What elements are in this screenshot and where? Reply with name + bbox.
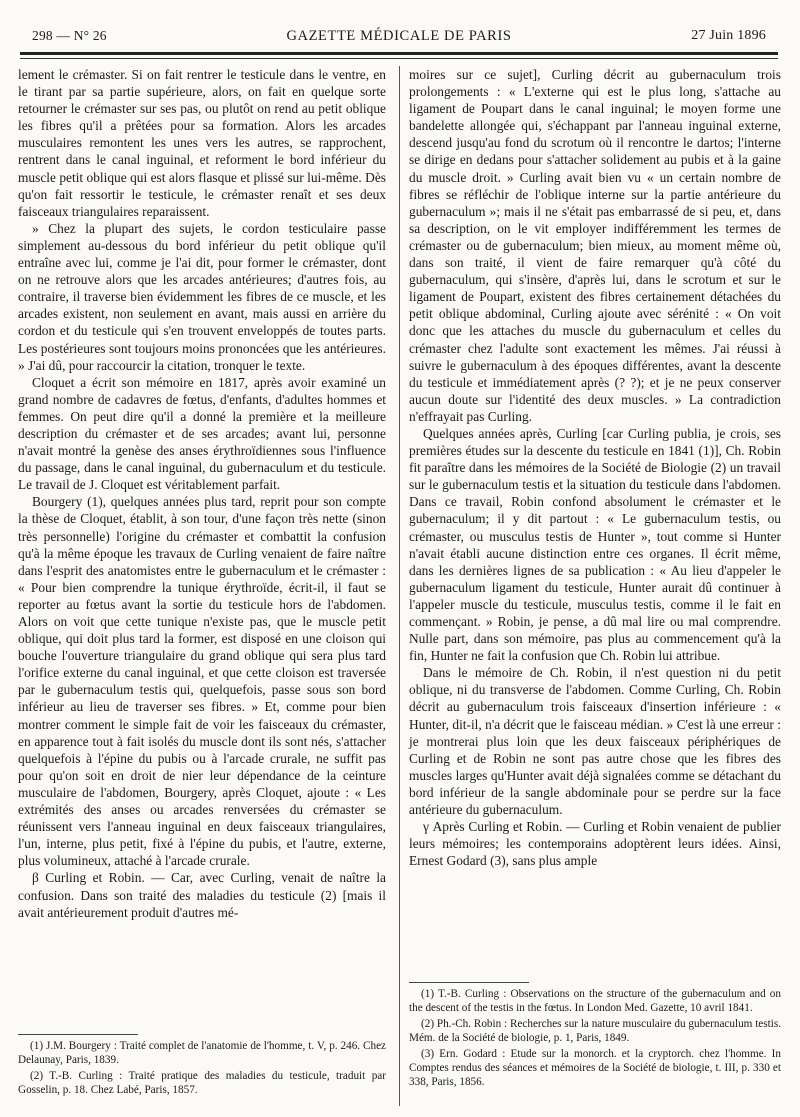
right-paragraph: Dans le mémoire de Ch. Robin, il n'est question ni du petit oblique, ni du transverse de l'abdomen. Comme Curling, Ch. Robin décrit au gubernaculum trois faisceaux d'insertion inférieure : « Hunter, dit-il, n'a décrit que le faisceau médian. » C'est là une erreur : je montrerai plus loin que les deux faisceaux périphériques de Curling et de Robin ne sont pas autre chose que les fibres des muscles larges qu'Hunter avait déjà signalées comme se détachant du bord inférieur de la sangle abdominale pour se perdre sur la face antérieure du gubernaculum.: [409, 665, 781, 818]
footnote: (2) Ph.-Ch. Robin : Recherches sur la nature musculaire du gubernaculum testis. Mém. de la Société de biologie, p. 1, Paris, 1849.: [409, 1018, 781, 1044]
footnote: (2) T.-B. Curling : Traité pratique des maladies du testicule, traduit par Gosselin, p. 18. Chez Labé, Paris, 1857.: [18, 1070, 386, 1096]
right-paragraph: moires sur ce sujet], Curling décrit au gubernaculum trois prolongements : « L'externe qui est le plus long, s'attache au ligament de Poupart dans le canal inguinal; le moyen forme une bandelette allongée qui, s'échappant par l'anneau inguinal externe, descend jusqu'au fond du scrotum où il rencontre le dartos; l'interne se dirige en dedans pour s'attacher solidement au pubis et à la gaine du muscle droit. » Curling avait bien vu « un certain nombre de fibres se réfléchir de l'oblique interne sur la partie antérieure du gubernaculum »; mais il ne s'était pas embarrassé de si peu, et, dans sa description, on le vit employer indifféremment les termes de crémaster ou de gubernaculum; bien mieux, au moment même où, dans son traité, il vient de faire remarquer qu'à côté du gubernaculum, qui s'insère, d'après lui, dans le scrotum et sur le ligament de Poupart, existent des fibres certainement détachées du petit oblique abdominal, Curling ajoute avec sérénité : « On voit donc que les attaches du muscle du gubernaculum et celles du crémaster chez l'adulte sont exactement les mêmes. J'ai réussi à suivre le gubernaculum à des époques différentes, avant la descente du testicule et immédiatement après (? ?); et je ne peux conserver aucun doute sur l'identité des deux muscles. » La contradiction n'effrayait pas Curling.: [409, 67, 781, 424]
left-paragraph: Bourgery (1), quelques années plus tard, reprit pour son compte la thèse de Cloquet, établit, à son tour, d'une façon très nette (sinon très personnelle) l'origine du crémaster et combattit la confusion qu'à la même époque les travaux de Curling venaient de faire naître dans l'esprit des anatomistes entre le gubernaculum et le crémaster : « Pour bien comprendre la tunique érythroïde, écrit-il, il faut se reporter au fœtus avant la sortie du testicule hors de l'abdomen. Alors on voit que cette tunique n'existe pas, que le muscle petit oblique, qui doit plus tard la former, est disposé en une cloison qui bouche l'ouverture triangulaire du grand oblique qui sera plus tard l'orifice externe du canal inguinal, et que cette cloison est traversée par le gubernaculum testis qui, quelquefois, passe sous son bord inférieur au lieu de traverser ses fibres. » Et, comme pour bien montrer comment le simple fait de voir les faisceaux du crémaster, en apparence tout à fait isolés du muscle dont ils sont nés, s'attacher quelquefois à l'épine du pubis ou à l'arcade crurale, ne suffit pas pour qu'on soit en droit de nier leur dépendance de la ceinture musculaire de l'abdomen, Bourgery, après Cloquet, ajoute : « Les extrémités des anses ou arcades renversées du crémaster se réunissent vers l'anneau inguinal en deux faisceaux triangulaires, l'un, interne, plus petit, fixé à l'épine du pubis, et l'autre, externe, plus volumineux, attaché à l'arcade crurale.: [18, 494, 386, 869]
left-paragraph: Cloquet a écrit son mémoire en 1817, après avoir examiné un grand nombre de cadavres de fœtus, d'enfants, d'adultes hommes et femmes. On peut dire qu'il a donné la première et la meilleure description du crémaster et de ses arcades; avant lui, personne n'avait montré la genèse des anses érythroïdiennes sous l'influence du passage, dans le canal inguinal, du gubernaculum et du testicule. Le travail de J. Cloquet est véritablement parfait.: [18, 374, 386, 493]
left-paragraph: β Curling et Robin. — Car, avec Curling, venait de naître la confusion. Dans son traité des maladies du testicule (2) [mais il avait antérieurement produit d'autres mé-: [18, 870, 386, 920]
footnotes-right: [409, 988, 781, 1092]
header-rule-thin: [20, 58, 778, 59]
footnote-rule-right: [409, 982, 529, 983]
footnote: (3) Ern. Godard : Etude sur la monorch. et la cryptorch. chez l'homme. In Comptes rendus des séances et mémoires de la Société de biologie, t. III, p. 330 et 338, Paris, 1856.: [409, 1048, 781, 1088]
right-paragraph: Quelques années après, Curling [car Curling publia, je crois, ses premières études sur la descente du testicule en 1841 (1)], Ch. Robin fit paraître dans les mémoires de la Société de Biologie (2) un travail sur le gubernaculum testis et la situation du testicule dans l'abdomen. Dans ce travail, Robin confond absolument le crémaster et le gubernaculum; il y dit partout : « Le gubernaculum testis, ou crémaster, ou musculus testis de Hunter », tout comme si Hunter n'avait établi aucune distinction entre ces organes. Il écrit même, dans les dernières lignes de sa publication : « Au lieu d'appeler le gubernaculum ligament du testicule, Hunter aurait dû continuer à l'appeler muscle du testicule, musculus testis, comme il le fait en commençant. » Robin, je pense, a dû mal lire ou mal comprendre. Nulle part, dans son mémoire, pas plus au commencement qu'à la fin, Hunter ne fait la confusion que Ch. Robin lui attribue.: [409, 425, 781, 664]
left-column: [18, 66, 386, 921]
left-paragraph: lement le crémaster. Si on fait rentrer le testicule dans le ventre, en le tirant par sa partie supérieure, alors, on fait en quelque sorte retourner le crémaster sur ses pas, ou plutôt on rend au petit oblique les fibres qu'il a prêtées pour sa formation. Alors les arcades musculaires remontent les unes vers les autres, se rapprochent, rentrent dans le canal inguinal, et reforment le bord inférieur du muscle petit oblique qui est alors flasque et plissé sur lui-même. Dès qu'on fait ressortir le testicule, le crémaster renaît et ses deux faisceaux triangulaires reparaissent.: [18, 67, 386, 219]
footnotes-left: [18, 1040, 386, 1100]
right-column: [409, 66, 781, 869]
footnote-rule-left: [18, 1034, 138, 1035]
header-rule-thick: [20, 52, 778, 55]
issue-date: 27 Juin 1896: [691, 28, 766, 43]
journal-title: GAZETTE MÉDICALE DE PARIS: [286, 28, 512, 44]
column-divider: [399, 66, 400, 1106]
page-number: 298 — N° 26: [32, 28, 107, 43]
footnote: (1) J.M. Bourgery : Traité complet de l'anatomie de l'homme, t. V, p. 246. Chez Delaunay, Paris, 1839.: [18, 1040, 386, 1066]
footnote: (1) T.-B. Curling : Observations on the structure of the gubernaculum and on the descent of the testis in the fœtus. In London Med. Gazette, 10 avril 1841.: [409, 988, 781, 1014]
running-header: [32, 22, 766, 48]
left-paragraph: » Chez la plupart des sujets, le cordon testiculaire passe simplement au-dessous du bord inférieur du petit oblique qu'il entraîne avec lui, comme je l'ai dit, pour former le crémaster, dont on ne retrouve alors que les arcades antérieures; d'autres fois, au contraire, il traverse bien évidemment les fibres de ce muscle, et les arcades existent, non seulement en avant, mais aussi en arrière du cordon et du testicule qui s'en trouvent enveloppés de toutes parts. Les postérieures sont toujours moins prononcées que les antérieures. » J'ai dû, pour raccourcir la citation, tronquer le texte.: [18, 220, 386, 373]
right-paragraph: γ Après Curling et Robin. — Curling et Robin venaient de publier leurs mémoires; les contemporains adoptèrent leurs idées. Ainsi, Ernest Godard (3), sans plus ample: [409, 819, 781, 869]
